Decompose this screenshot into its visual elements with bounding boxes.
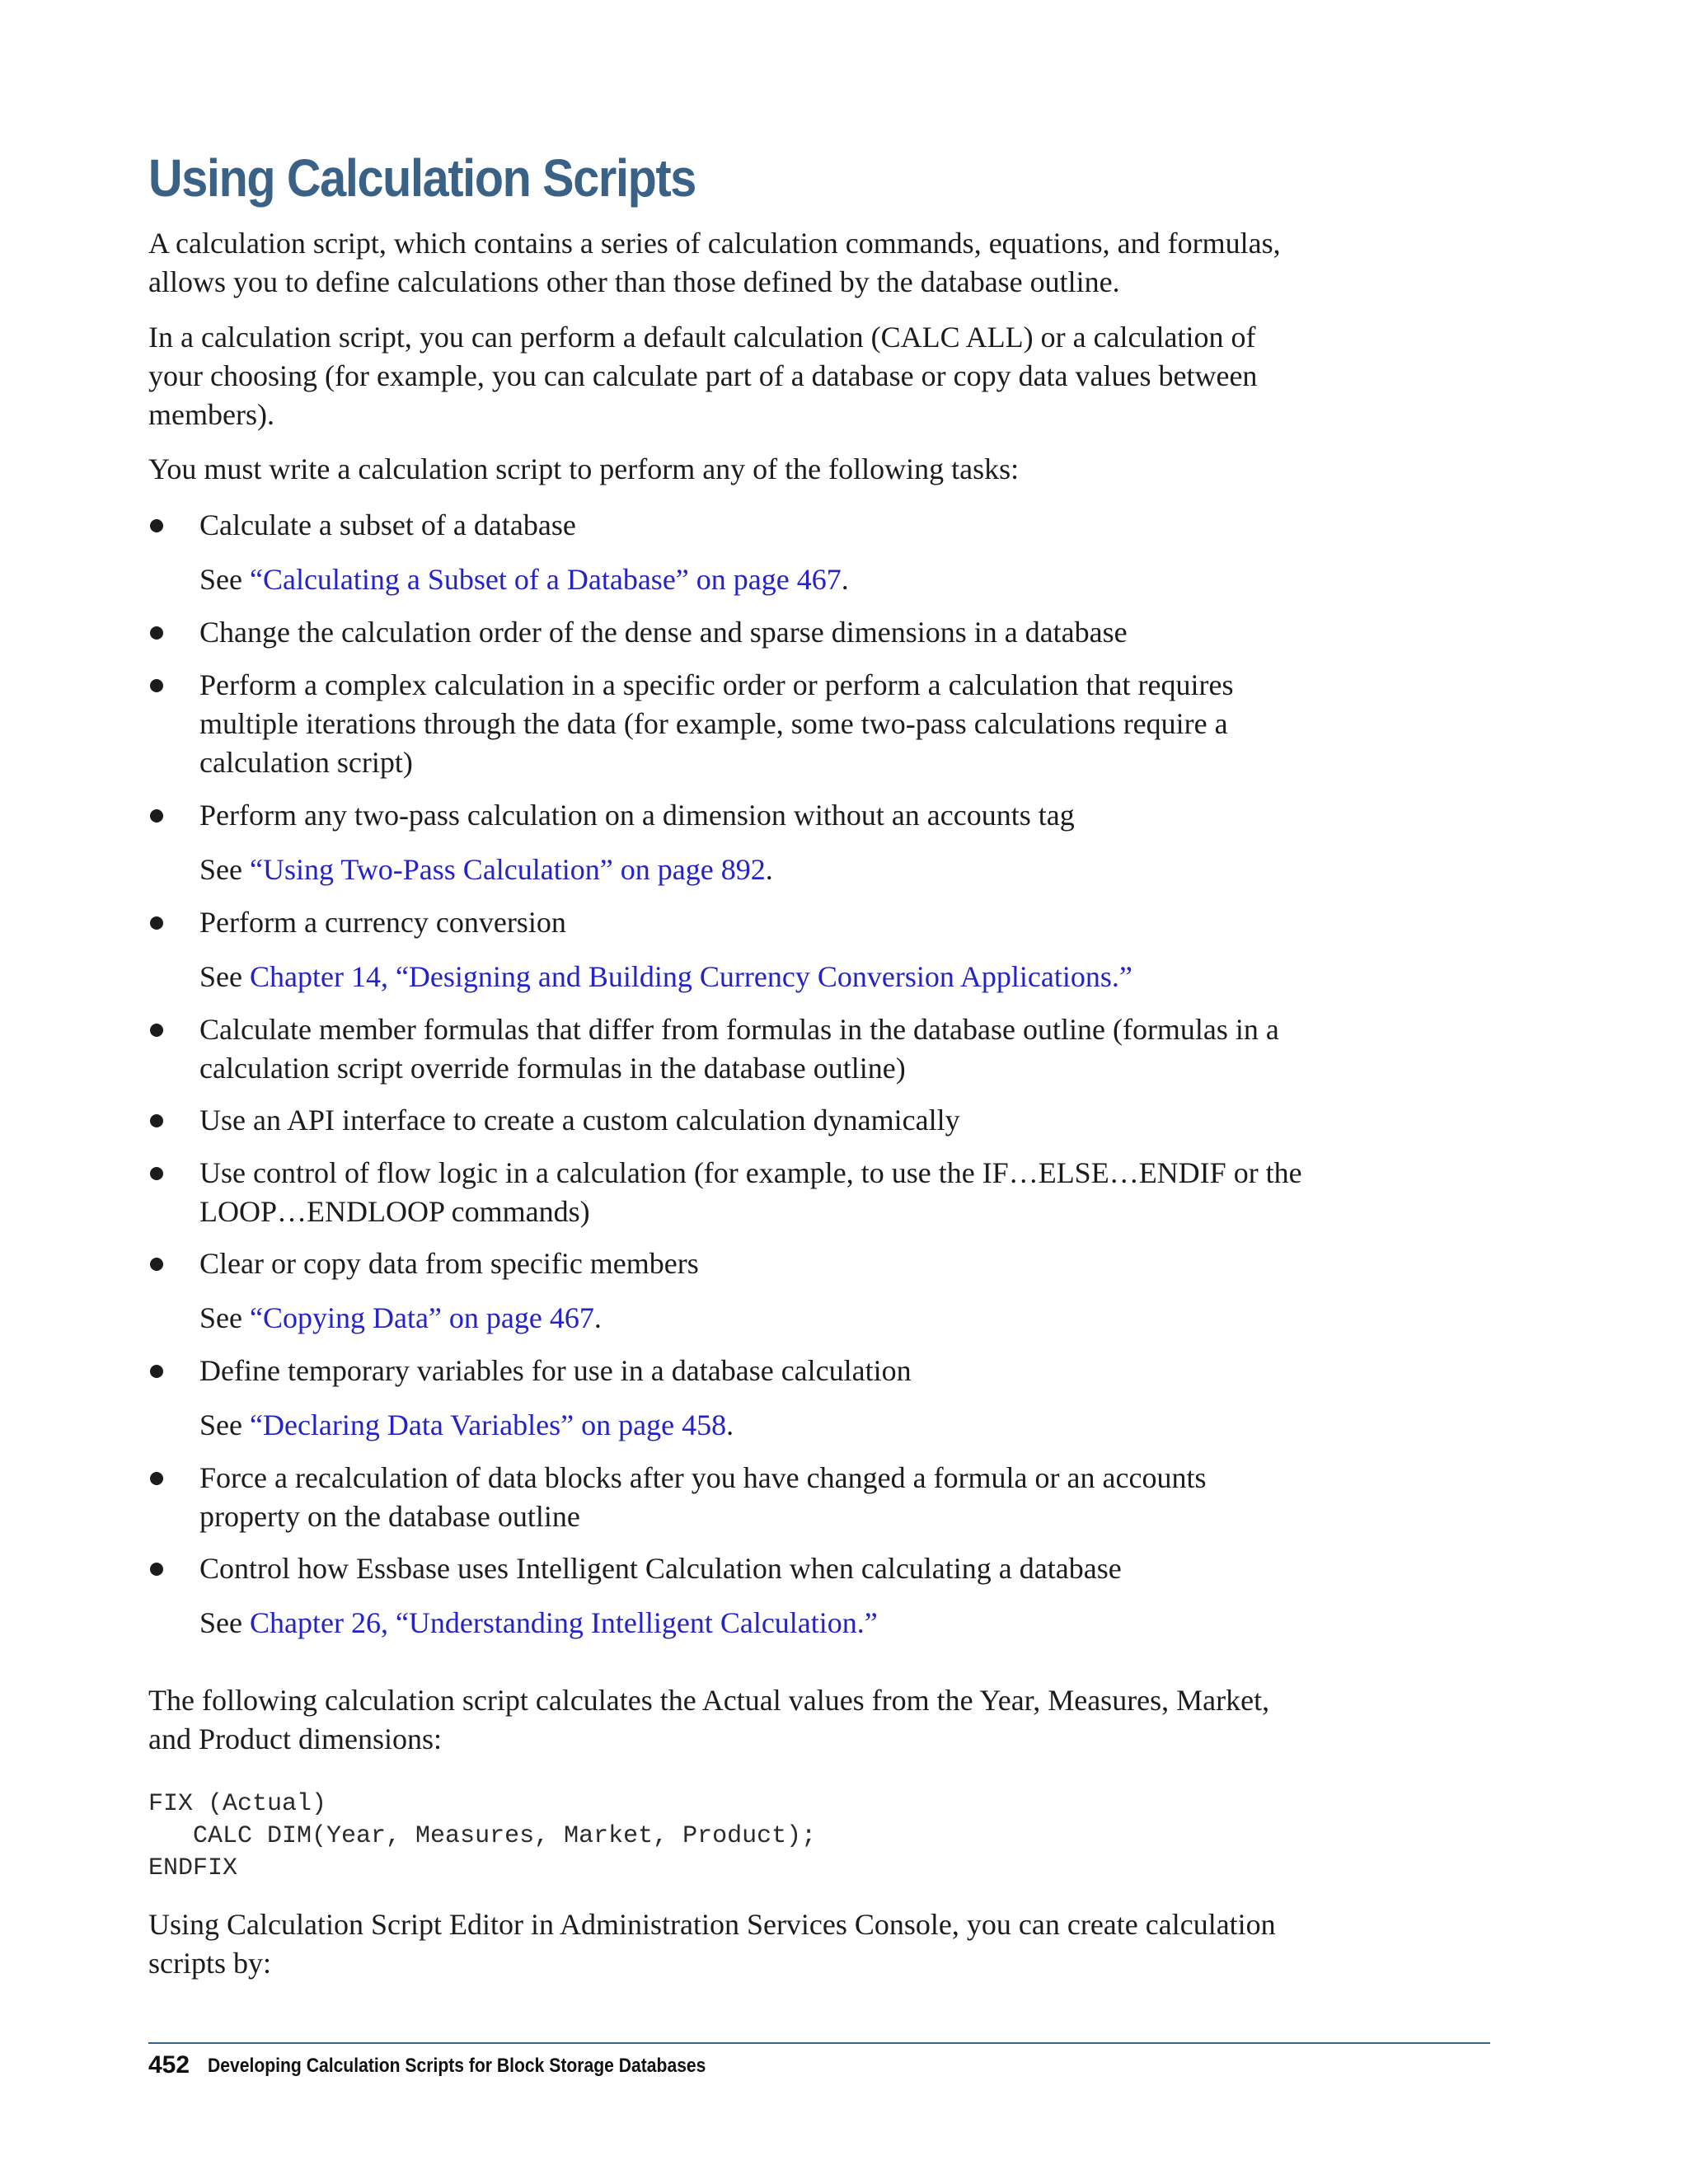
code-line: FIX (Actual)	[148, 1790, 327, 1818]
cross-reference-link[interactable]: “Calculating a Subset of a Database” on page 467	[249, 563, 842, 596]
bullet-icon	[148, 903, 168, 923]
bullet-icon	[148, 796, 168, 816]
script-intro-paragraph: The following calculation script calculates the Actual values from the Year, Measures, Market, and Product dimensions:	[148, 1684, 1270, 1755]
see-reference	[199, 1299, 602, 1338]
bullet-icon	[148, 1010, 168, 1030]
cross-reference-link[interactable]: Chapter 14, “Designing and Building Currency Conversion Applications.”	[249, 960, 1132, 993]
cross-reference-link[interactable]: “Copying Data” on page 467	[249, 1301, 594, 1334]
intro-paragraph-3: You must write a calculation script to perform any of the following tasks:	[148, 452, 1020, 485]
see-suffix: .	[841, 563, 849, 596]
see-prefix: See	[199, 1301, 250, 1334]
bullet-item: Force a recalculation of data blocks after you have changed a formula or an accounts property on the database outline	[199, 1461, 1207, 1533]
bullet-icon	[148, 506, 168, 526]
intro-paragraph-1: A calculation script, which contains a series of calculation commands, equations, and formulas, allows you to define calculations other than those defined by the database outline.	[148, 227, 1281, 298]
see-suffix: .	[726, 1408, 734, 1441]
editor-paragraph: Using Calculation Script Editor in Administration Services Console, you can create calculation scripts by:	[148, 1908, 1276, 1980]
bullet-icon	[148, 666, 168, 686]
see-suffix: .	[593, 1301, 602, 1334]
bullet-icon	[148, 613, 168, 633]
bullet-icon	[148, 1101, 168, 1121]
bullet-item: Change the calculation order of the dense and sparse dimensions in a database	[199, 616, 1128, 649]
code-line: CALC DIM(Year, Measures, Market, Product);	[148, 1822, 817, 1850]
code-line: ENDFIX	[148, 1854, 238, 1882]
see-reference	[199, 1406, 734, 1445]
see-prefix: See	[199, 1408, 250, 1441]
see-prefix: See	[199, 1606, 250, 1639]
cross-reference-link[interactable]: Chapter 26, “Understanding Intelligent Calculation.”	[249, 1606, 878, 1639]
see-reference	[199, 560, 849, 599]
page-title: Using Calculation Scripts	[148, 148, 696, 208]
see-suffix: .	[765, 853, 773, 886]
see-reference	[199, 1604, 878, 1643]
bullet-item: Calculate a subset of a database	[199, 509, 576, 541]
bullet-item: Clear or copy data from specific members	[199, 1247, 699, 1280]
bullet-icon	[148, 1459, 168, 1479]
bullet-item: Control how Essbase uses Intelligent Calculation when calculating a database	[199, 1552, 1122, 1585]
see-reference	[199, 851, 773, 889]
intro-paragraph-2: In a calculation script, you can perform a default calculation (CALC ALL) or a calculation of your choosing (for example, you can calculate part of a database or copy data values between members).	[148, 321, 1258, 431]
bullet-item: Use an API interface to create a custom calculation dynamically	[199, 1104, 960, 1137]
footer-chapter-title: Developing Calculation Scripts for Block Storage Databases	[208, 2055, 706, 2077]
see-prefix: See	[199, 960, 250, 993]
bullet-item: Define temporary variables for use in a database calculation	[199, 1354, 912, 1387]
cross-reference-link[interactable]: “Using Two-Pass Calculation” on page 892	[249, 853, 766, 886]
bullet-item: Perform any two-pass calculation on a dimension without an accounts tag	[199, 799, 1075, 832]
bullet-icon	[148, 1549, 168, 1569]
bullet-item: Perform a complex calculation in a specific order or perform a calculation that requires multiple iterations through the data (for example, some two-pass calculations require a calculation script)	[199, 668, 1234, 779]
bullet-icon	[148, 1352, 168, 1371]
bullet-icon	[148, 1244, 168, 1264]
bullet-item: Use control of flow logic in a calculation (for example, to use the IF…ELSE…ENDIF or the LOOP…ENDLOOP commands)	[199, 1156, 1302, 1228]
cross-reference-link[interactable]: “Declaring Data Variables” on page 458	[249, 1408, 727, 1441]
bullet-item: Calculate member formulas that differ from formulas in the database outline (formulas in a calculation script override formulas in the database outline)	[199, 1013, 1279, 1085]
see-prefix: See	[199, 563, 250, 596]
code-block	[148, 1788, 816, 1885]
bullet-item: Perform a currency conversion	[199, 906, 566, 939]
page-number: 452	[148, 2051, 190, 2079]
see-prefix: See	[199, 853, 250, 886]
see-reference	[199, 958, 1132, 996]
bullet-icon	[148, 1154, 168, 1174]
footer-rule	[148, 2042, 1490, 2044]
